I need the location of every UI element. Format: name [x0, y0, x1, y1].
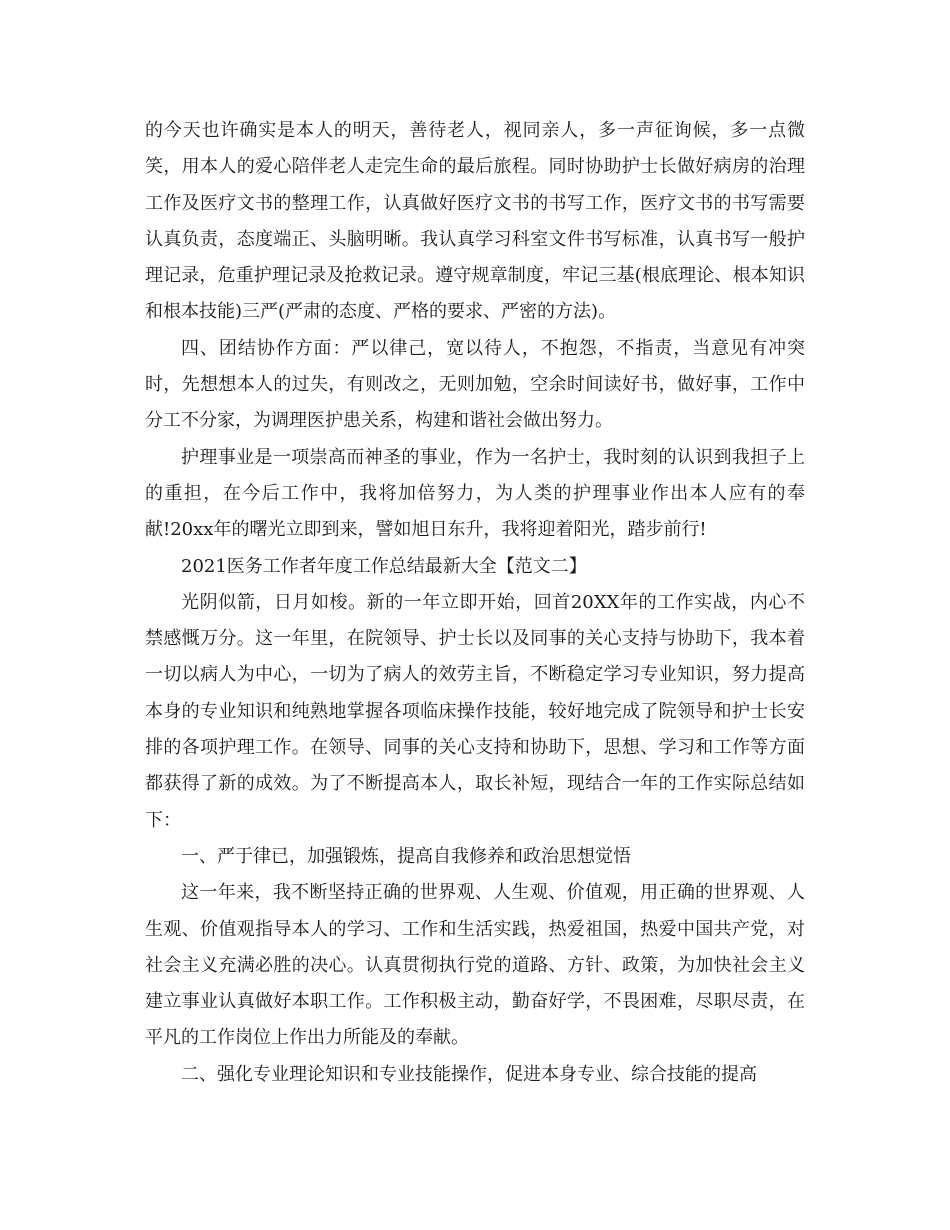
document-page — [145, 113, 805, 1093]
section-heading-two: 二、强化专业理论知识和专业技能操作，促进本身专业、综合技能的提高 — [181, 1063, 757, 1085]
section-heading-one: 一、严于律已，加强锻炼，提高自我修养和政治思想觉悟 — [181, 845, 631, 867]
paragraph-conclusion: 护理事业是一项崇高而神圣的事业，作为一名护士，我时刻的认识到我担子上的重担，在今后工作中，我将加倍努力，为人类的护理事业作出本人应有的奉献!20xx年的曙光立即到来，譬如旭日东升，我将迎着阳光，踏步前行! — [145, 446, 805, 541]
paragraph-teamwork: 四、团结协作方面：严以律己，宽以待人，不抱怨，不指责，当意见有冲突时，先想想本人的过失，有则改之，无则加勉，空余时间读好书，做好事，工作中分工不分家，为调理医护患关系，构建和谐社会做出努力。 — [145, 337, 805, 432]
paragraph-intro: 光阴似箭，日月如梭。新的一年立即开始，回首20XX年的工作实战，内心不禁感慨万分。这一年里，在院领导、护士长以及同事的关心支持与协助下，我本着一切以病人为中心，一切为了病人的效劳主旨，不断稳定学习专业知识，努力提高本身的专业知识和纯熟地掌握各项临床操作技能，较好地完成了院领导和护士长安排的各项护理工作。在领导、同事的关心支持和协助下，思想、学习和工作等方面都获得了新的成效。为了不断提高本人，取长补短，现结合一年的工作实际总结如下： — [145, 591, 805, 831]
section-title: 2021医务工作者年度工作总结最新大全【范文二】 — [181, 555, 587, 577]
paragraph-self-discipline: 这一年来，我不断坚持正确的世界观、人生观、价值观，用正确的世界观、人生观、价值观指导本人的学习、工作和生活实践，热爱祖国，热爱中国共产党，对社会主义充满必胜的决心。认真贯彻执行党的道路、方针、政策，为加快社会主义建立事业认真做好本职工作。工作积极主动，勤奋好学，不畏困难，尽职尽责，在平凡的工作岗位上作出力所能及的奉献。 — [145, 882, 805, 1049]
paragraph-continuation: 的今天也许确实是本人的明天，善待老人，视同亲人，多一声征询候，多一点微笑，用本人的爱心陪伴老人走完生命的最后旅程。同时协助护士长做好病房的治理工作及医疗文书的整理工作，认真做好医疗文书的书写工作，医疗文书的书写需要认真负责，态度端正、头脑明晰。我认真学习科室文件书写标准，认真书写一般护理记录，危重护理记录及抢救记录。遵守规章制度，牢记三基(根底理论、根本知识和根本技能)三严(严肃的态度、严格的要求、严密的方法)。 — [145, 120, 805, 323]
